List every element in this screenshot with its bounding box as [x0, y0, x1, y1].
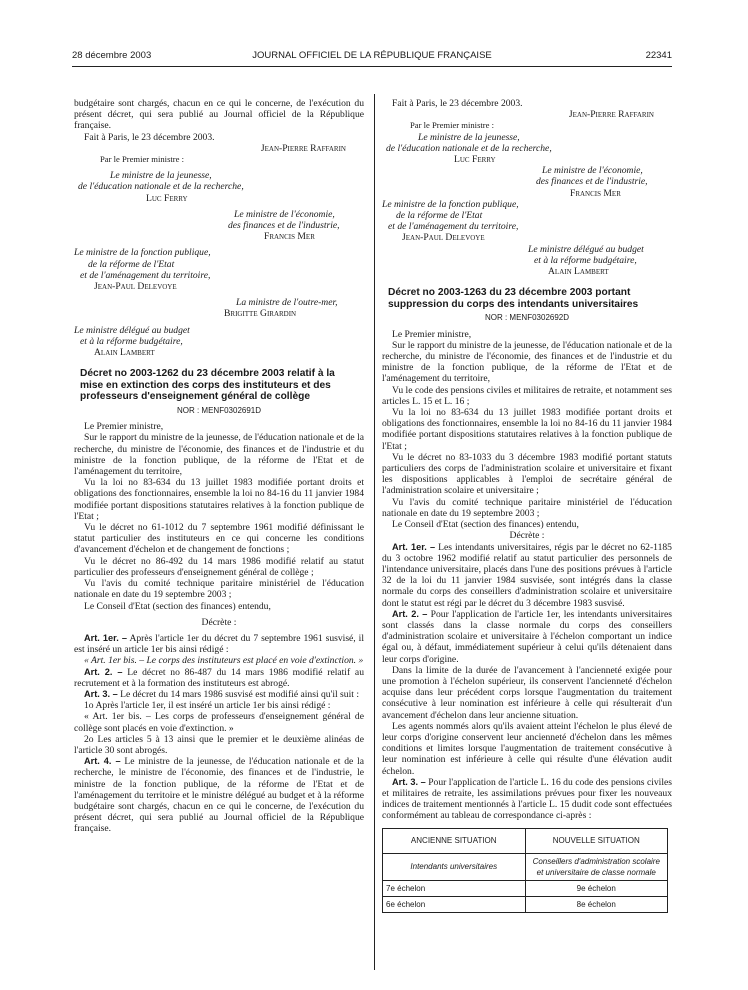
right-role-2b: des finances et de l'industrie, [536, 176, 648, 188]
column-separator [374, 94, 375, 970]
left-art3-quote: « Art. 1er bis. – Les corps de professeurs d'enseignement général de collège sont placés en voie d'extinction. » [74, 711, 364, 734]
header-rule [72, 66, 672, 67]
left-role-1b: de l'éducation nationale et de la recherche, [78, 181, 244, 193]
table-cell-new: 9e échelon [525, 880, 668, 896]
right-signer-2: Francis Mer [570, 187, 621, 199]
right-art3-text: Pour l'application de l'article L. 16 du code des pensions civiles et militaires de retraite, les assimilations prévues pour fixer les nouveaux indices de traitement mentionnés à l'article L. 15 dudit code sont effectuées conformément au tableau de correspondance ci-après : [382, 776, 672, 822]
right-column [382, 98, 672, 913]
left-art3-item1: 1o Après l'article 1er, il est inséré un article 1er bis ainsi rédigé : [84, 700, 331, 712]
right-signer-pm: Jean-Pierre Raffarin [568, 109, 654, 121]
left-p7: Le Conseil d'Etat (section des finances) entendu, [84, 600, 271, 612]
right-role-2a: Le ministre de l'économie, [542, 165, 643, 177]
right-role-3b: de la réforme de l'Etat [396, 210, 483, 222]
left-signer-5: Alain Lambert [94, 347, 155, 359]
left-art3-text: Le décret du 14 mars 1986 susvisé est modifié ainsi qu'il suit : [120, 688, 359, 700]
left-art4-label: Art. 4. – [84, 756, 121, 767]
left-signer-2: Francis Mer [264, 231, 315, 243]
right-p1: Le Premier ministre, [392, 328, 472, 340]
correspondence-table [382, 828, 668, 914]
right-done-at: Fait à Paris, le 23 décembre 2003. [392, 98, 523, 109]
left-p2: Sur le rapport du ministre de la jeunesse, de l'éducation nationale et de la recherche, du ministre de l'économie, des finances et de l'industrie et du ministre de la fonction publique, de la réforme de l'Etat et de l'aménagement du territoire, [74, 432, 364, 478]
right-role-5a: Le ministre délégué au budget [528, 243, 644, 255]
page-header [72, 50, 672, 64]
left-signer-1: Luc Ferry [146, 192, 188, 204]
header-date: 28 décembre 2003 [72, 50, 152, 61]
right-p4: Vu la loi no 83-634 du 13 juillet 1983 modifiée portant droits et obligations des fonctionnaires, ensemble la loi no 84-16 du 11 janvier 1984 modifiée portant dispositions statutaires relatives à la fonction publique de l'Etat ; [382, 407, 672, 452]
right-signer-3: Jean-Paul Delevoye [402, 232, 485, 244]
right-art1-label: Art. 1er. – [392, 541, 436, 552]
right-nor: NOR : MENF0302692D [484, 313, 570, 323]
right-role-1a: Le ministre de la jeunesse, [418, 131, 520, 143]
left-role-2b: des finances et de l'industrie, [228, 220, 340, 232]
right-p7: Le Conseil d'Etat (section des finances) entendu, [392, 519, 579, 531]
left-role-3c: et de l'aménagement du territoire, [80, 269, 211, 281]
right-decree-title: Décret no 2003-1263 du 23 décembre 2003 portant suppression du corps des intendants universitaires [388, 287, 639, 310]
right-role-5b: et à la réforme budgétaire, [534, 254, 637, 266]
right-signer-1: Luc Ferry [454, 154, 496, 166]
left-art2-text: Le décret no 86-487 du 14 mars 1986 modifié relatif au recrutement et à la formation des instituteurs est abrogé. [74, 666, 364, 689]
right-role-1b: de l'éducation nationale et de la recherche, [386, 142, 552, 154]
left-art1-label: Art. 1er. – [84, 632, 127, 643]
left-intro-text: budgétaire sont chargés, chacun en ce qui le concerne, de l'exécution du présent décret, qui sera publié au Journal officiel de la République française. [74, 98, 364, 132]
left-role-5b: et à la réforme budgétaire, [80, 335, 183, 347]
right-art3-label: Art. 3. – [392, 776, 426, 787]
left-role-3a: Le ministre de la fonction publique, [74, 247, 211, 259]
table-header-old: ANCIENNE SITUATION [383, 828, 526, 853]
left-decree-title: Décret no 2003-1262 du 23 décembre 2003 relatif à la mise en extinction des corps des instituteurs et des professeurs d'enseignement général de collège [80, 368, 335, 403]
left-role-4: La ministre de l'outre-mer, [236, 297, 338, 309]
left-art1-text: Après l'article 1er du décret du 7 septembre 1961 susvisé, il est inséré un article 1er bis ainsi rédigé : [74, 632, 364, 656]
left-p6: Vu l'avis du comité technique paritaire ministériel de l'éducation nationale en date du 19 septembre 2003 ; [74, 578, 364, 601]
left-role-1a: Le ministre de la jeunesse, [110, 170, 212, 182]
header-journal-title: JOURNAL OFFICIEL DE LA RÉPUBLIQUE FRANÇAISE [252, 50, 492, 61]
right-role-3a: Le ministre de la fonction publique, [382, 198, 519, 210]
left-by-pm: Par le Premier ministre : [100, 154, 185, 165]
table-cell-old: 7e échelon [383, 880, 526, 896]
left-p4: Vu le décret no 61-1012 du 7 septembre 1961 modifié définissant le statut particulier des instituteurs en ce qui concerne les conditions d'avancement d'échelon et de changement de fonctions ; [74, 522, 364, 556]
left-art2-label: Art. 2. – [84, 666, 123, 677]
table-row [383, 897, 668, 913]
right-p5: Vu le décret no 83-1033 du 3 décembre 1983 modifié portant statuts particuliers des corps de l'administration scolaire et universitaire et fixant les dispositions applicables à l'emploi de secrétaire général de l'administration scolaire et universitaire ; [382, 451, 672, 497]
left-signer-3: Jean-Paul Delevoye [94, 281, 177, 293]
table-cell-new: 8e échelon [525, 897, 668, 913]
right-signer-5: Alain Lambert [548, 266, 609, 278]
left-decrete: Décrète : [201, 616, 237, 628]
left-signer-4: Brigitte Girardin [224, 308, 297, 320]
left-p5: Vu le décret no 86-492 du 14 mars 1986 modifié relatif au statut particulier des professeurs d'enseignement général de collège ; [74, 555, 364, 578]
left-signer-pm: Jean-Pierre Raffarin [260, 142, 346, 154]
right-p2: Sur le rapport du ministre de la jeunesse, de l'éducation nationale et de la recherche, du ministre de l'économie, des finances et de l'industrie et du ministre de la fonction publique, de la réforme de l'Etat et de l'aménagement du territoire, [382, 339, 672, 385]
left-art3-item2: 2o Les articles 5 à 13 ainsi que le premier et le deuxième alinéas de l'article 30 sont abrogés. [74, 733, 364, 756]
table-header-new: NOUVELLE SITUATION [525, 828, 668, 853]
right-art2-p3: Les agents nommés alors qu'ils avaient atteint l'échelon le plus élevé de leur corps d'origine conservent leur ancienneté d'échelon dans les mêmes conditions et limites lorsque l'augmentation de traitement consécutive à leur nomination est inférieure à celle qui résulte d'une élévation audit échelon. [382, 720, 672, 777]
right-role-3c: et de l'aménagement du territoire, [388, 221, 519, 233]
left-column [74, 98, 364, 835]
left-role-5a: Le ministre délégué au budget [74, 324, 190, 336]
header-page-number: 22341 [645, 50, 672, 61]
right-art2-p2: Dans la limite de la durée de l'avancement à l'ancienneté exigée pour une promotion à l'échelon supérieur, ils conservent l'ancienneté d'échelon acquise dans leur précédent corps lorsque l'augmentation du traitement consécutive à leur nomination est inférieure à celle qui résulterait d'un avancement d'échelon dans leur ancienne situation. [382, 664, 672, 721]
left-p3: Vu la loi no 83-634 du 13 juillet 1983 modifiée portant droits et obligations des fonctionnaires, ensemble la loi no 84-16 du 11 janvier 1984 modifiée portant dispositions statutaires relatives à la fonction publique de l'Etat ; [74, 477, 364, 522]
table-new-corps: Conseillers d'administration scolaire et universitaire de classe normale [525, 853, 668, 880]
left-role-2a: Le ministre de l'économie, [234, 208, 335, 220]
left-p1: Le Premier ministre, [84, 421, 164, 433]
right-decrete: Décrète : [509, 530, 545, 542]
right-art2-text: Pour l'application de l'article 1er, les intendants universitaires sont classés dans la classe normale du corps des conseillers d'administration scolaire et universitaire à l'échelon comportant un indice égal ou, à défaut, immédiatement supérieur à celui qu'ils détenaient dans leur corps d'origine. [382, 608, 672, 665]
table-old-corps: Intendants universitaires [383, 853, 526, 880]
right-art2-label: Art. 2. – [392, 608, 428, 619]
table-row [383, 880, 668, 896]
right-by-pm: Par le Premier ministre : [410, 120, 495, 131]
right-p3: Vu le code des pensions civiles et militaires de retraite, et notamment ses articles L. 15 et L. 16 ; [382, 384, 672, 407]
table-cell-old: 6e échelon [383, 897, 526, 913]
left-art4-text: Le ministre de la jeunesse, de l'éducation nationale et de la recherche, le ministre de l'économie, des finances et de l'industrie, le ministre de la fonction publique, de la réforme de l'Etat et de l'aménagement du territoire et le ministre délégué au budget et à la réforme budgétaire sont chargés, chacun en ce qui le concerne, de l'exécution du présent décret, qui sera publié au Journal officiel de la République française. [74, 756, 365, 835]
left-nor: NOR : MENF0302691D [176, 406, 262, 416]
left-art1-quote: « Art. 1er bis. – Le corps des instituteurs est placé en voie d'extinction. » [84, 655, 364, 667]
left-done-at: Fait à Paris, le 23 décembre 2003. [84, 131, 215, 143]
right-p6: Vu l'avis du comité technique paritaire ministériel de l'éducation nationale en date du 19 septembre 2003 ; [382, 496, 672, 519]
left-art3-label: Art. 3. – [84, 688, 118, 699]
right-art1-text: Les intendants universitaires, régis par le décret no 62-1185 du 3 octobre 1962 modifié relatif au statut particulier des personnels de l'intendance universitaire, placés dans l'une des positions prévues à l'article 32 de la loi du 11 janvier 1984 susvisée, sont intégrés dans la classe normale du corps des conseillers d'administration scolaire et universitaire dont le statut est régi par le décret du 3 décembre 1983 susvisé. [382, 541, 672, 609]
left-role-3b: de la réforme de l'Etat [88, 258, 175, 270]
